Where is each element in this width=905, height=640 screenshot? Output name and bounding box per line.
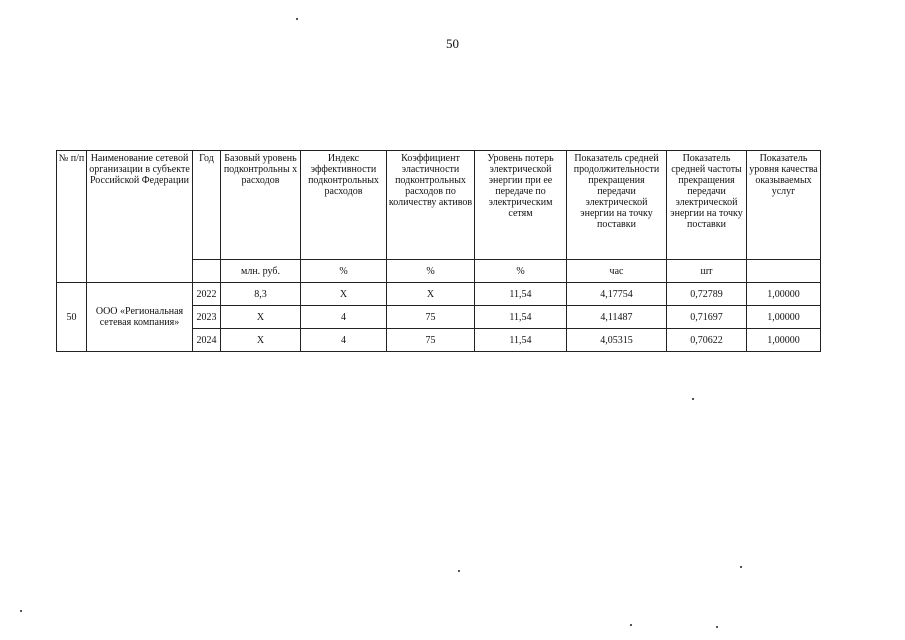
col-header-number: № п/п	[57, 151, 87, 283]
indicators-table	[56, 150, 821, 352]
header-row	[57, 151, 821, 260]
frequency-cell: 0,72789	[667, 283, 747, 306]
frequency-cell: 0,71697	[667, 306, 747, 329]
scan-speck	[630, 624, 632, 626]
quality-cell: 1,00000	[747, 283, 821, 306]
elasticity-coef-cell: 75	[387, 329, 475, 352]
scan-speck	[740, 566, 742, 568]
quality-cell: 1,00000	[747, 329, 821, 352]
year-cell: 2023	[193, 306, 221, 329]
unit-elasticity-coef: %	[387, 260, 475, 283]
elasticity-coef-cell: 75	[387, 306, 475, 329]
losses-cell: 11,54	[475, 306, 567, 329]
efficiency-index-cell: 4	[301, 306, 387, 329]
col-header-organization: Наименование сетевой организации в субъекте Российской Федерации	[87, 151, 193, 283]
page-number: 50	[446, 36, 459, 51]
col-header-year: Год	[193, 151, 221, 260]
unit-interruption-duration: час	[567, 260, 667, 283]
col-header-service-quality: Показатель уровня качества оказываемых услуг	[747, 151, 821, 260]
year-cell: 2022	[193, 283, 221, 306]
base-level-cell: X	[221, 329, 301, 352]
units-year-cell	[193, 260, 221, 283]
duration-cell: 4,17754	[567, 283, 667, 306]
scan-speck	[716, 626, 718, 628]
unit-base-level: млн. руб.	[221, 260, 301, 283]
losses-cell: 11,54	[475, 329, 567, 352]
scan-speck	[296, 18, 298, 20]
frequency-cell: 0,70622	[667, 329, 747, 352]
duration-cell: 4,05315	[567, 329, 667, 352]
unit-losses: %	[475, 260, 567, 283]
col-header-losses: Уровень потерь электрической энергии при ее передаче по электрическим сетям	[475, 151, 567, 260]
col-header-interruption-frequency: Показатель средней частоты прекращения передачи электрической энергии на точку поставки	[667, 151, 747, 260]
base-level-cell: 8,3	[221, 283, 301, 306]
base-level-cell: X	[221, 306, 301, 329]
efficiency-index-cell: 4	[301, 329, 387, 352]
table-row	[57, 283, 821, 306]
col-header-elasticity-coef: Коэффициент эластичности подконтрольных расходов по количеству активов	[387, 151, 475, 260]
col-header-efficiency-index: Индекс эффективности подконтрольных расходов	[301, 151, 387, 260]
elasticity-coef-cell: X	[387, 283, 475, 306]
organization-name: ООО «Региональная сетевая компания»	[87, 283, 193, 352]
year-cell: 2024	[193, 329, 221, 352]
quality-cell: 1,00000	[747, 306, 821, 329]
duration-cell: 4,11487	[567, 306, 667, 329]
scan-speck	[692, 398, 694, 400]
row-number: 50	[57, 283, 87, 352]
col-header-interruption-duration: Показатель средней продолжительности прекращения передачи электрической энергии на точку поставки	[567, 151, 667, 260]
unit-interruption-frequency: шт	[667, 260, 747, 283]
efficiency-index-cell: X	[301, 283, 387, 306]
losses-cell: 11,54	[475, 283, 567, 306]
unit-efficiency-index: %	[301, 260, 387, 283]
col-header-base-level: Базовый уровень подконтрольны х расходов	[221, 151, 301, 260]
scan-speck	[20, 610, 22, 612]
unit-service-quality	[747, 260, 821, 283]
scan-speck	[458, 570, 460, 572]
